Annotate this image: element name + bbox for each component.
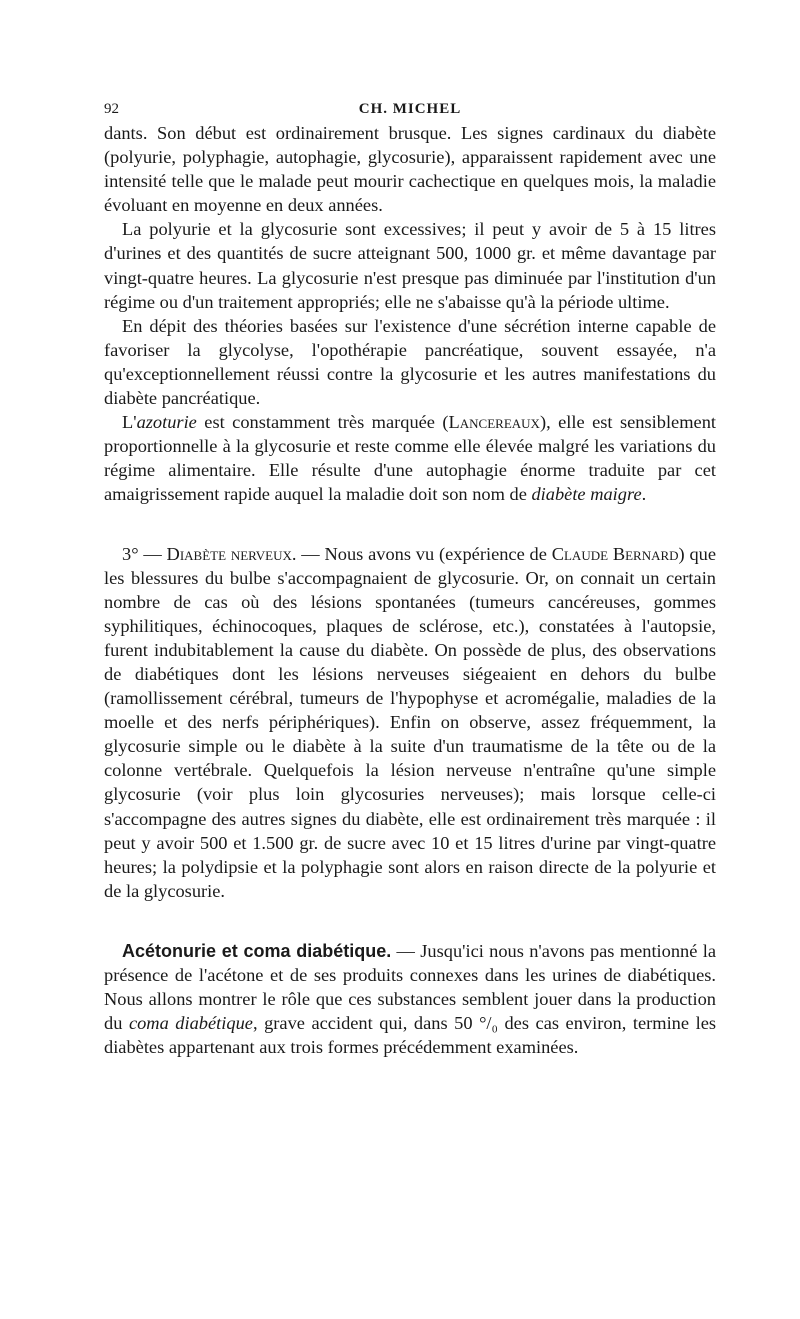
term-coma-diabetique: coma diabétique [128, 1013, 253, 1034]
p4-prefix: L' [122, 412, 137, 433]
running-head: CH. MICHEL [358, 101, 462, 117]
p5-rest: ) que les blessures du bulbe s'accompagnaient de glycosurie. Or, on connait un certain nombre de cas où des lésions spontanées (tumeurs cancéreuses, gommes syphilitiques, échinocoques, plaques de sclérose, etc.), constatées à l'autopsie, furent indubitablement la cause du diabète. On possède de plus, des observations de diabétiques dont les lésions nerveuses siégeaient en dehors du bulbe (ramollissement cérébral, tumeurs de l'hypophyse et acromégalie, maladies de la moelle et des nerfs périphériques). Enfin on observe, assez fréquemment, la glycosurie simple ou le diabète à la suite d'un traumatisme de la tête ou de la colonne vertébrale. Quelquefois la lésion nerveuse n'entraîne qu'une simple glycosurie (voir plus loin glycosuries nerveuses); mais lorsque celle-ci s'accompagne des autres signes du diabète, elle est ordinairement très marquée : il peut y avoir 500 et 1.500 gr. de sucre avec 10 et 15 litres d'urine par vingt-quatre heures; la polydipsie et la polyphagie sont alors en raison directe de la polyurie et de la glycosurie. [104, 543, 717, 901]
p6-end: , grave accident qui, dans 50 °/₀ des cas environ, termine les diabètes appartenant aux trois formes précédemment examinées. [104, 1013, 717, 1058]
section-heading-diabete-nerveux: Diabète nerveux [166, 543, 292, 564]
section-gap [104, 507, 716, 542]
section-gap [104, 903, 716, 939]
section-number: 3° — [122, 543, 167, 564]
term-diabete-maigre: diabète maigre [531, 484, 642, 505]
paragraph-6 [104, 939, 716, 1059]
section-heading-acetonurie: Acétonurie et coma diabétique. [122, 940, 392, 961]
page-number: 92 [104, 101, 119, 117]
paragraph-3: En dépit des théories basées sur l'existence d'une sécrétion interne capable de favoriser la glycolyse, l'opothérapie pancréatique, souvent essayée, n'a qu'exceptionnellement réussi contre la glycosurie et les autres manifestations du diabète pancréatique. [104, 315, 716, 409]
paragraph-2: La polyurie et la glycosurie sont excessives; il peut y avoir de 5 à 15 litres d'urines et des quantités de sucre atteignant 500, 1000 gr. et même davantage par vingt-quatre heures. La glycosurie n'est presque pas diminuée par l'institution d'un régime ou d'un traitement appropriés; elle ne s'abaisse qu'à la période ultime. [104, 219, 716, 312]
book-page [104, 95, 716, 1059]
p4-middle: est constamment très marquée ( [196, 412, 449, 433]
paragraph-1: dants. Son début est ordinairement brusque. Les signes cardinaux du diabète (polyurie, polyphagie, autophagie, glycosurie), apparaissent rapidement avec une intensité telle que le malade peut mourir cachectique en quelques mois, la maladie évoluant en moyenne en deux années. [104, 123, 716, 216]
paragraph-5 [104, 542, 716, 903]
p5-after-heading: . — Nous avons vu (expérience de [291, 543, 552, 564]
p4-rest: ), elle est sensiblement proportionnelle à la glycosurie et reste comme elle élevée malgré les variations du régime alimentaire. Elle résulte d'une autophagie énorme traduite par cet amaigrissement rapide auquel la maladie doit son nom de [104, 412, 716, 505]
term-azoturie: azoturie [136, 412, 197, 433]
author-claude-bernard: Claude Bernard [551, 543, 679, 564]
page-header [104, 95, 716, 121]
p6-text: — Jusqu'ici nous n'avons pas mentionné la présence de l'acétone et de ses produits connexes dans les urines de diabétiques. Nous allons montrer le rôle que ces substances semblent jouer dans la production du [104, 940, 716, 1034]
author-lancereaux: Lancereaux [448, 412, 540, 433]
p4-end: . [641, 484, 647, 505]
paragraph-4 [104, 410, 716, 506]
